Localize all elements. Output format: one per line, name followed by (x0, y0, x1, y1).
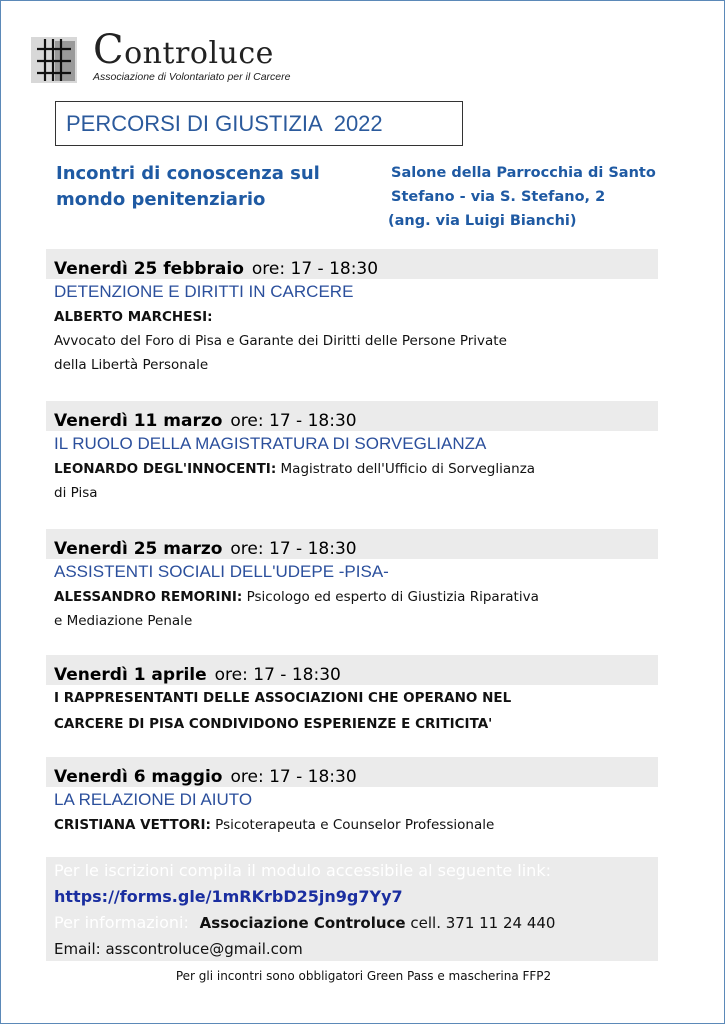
event-description-line: Psicoterapeuta e Counselor Professionale (210, 817, 495, 833)
venue-line: Salone della Parrocchia di Santo (391, 165, 656, 181)
event-description (46, 305, 664, 377)
event-description-line: Avvocato del Foro di Pisa e Garante dei Diritti delle Persone Private (54, 333, 507, 349)
signup-instructions: Per le iscrizioni compila il modulo accessibile al seguente link: (54, 861, 551, 880)
subtitle-line: Incontri di conoscenza sul (56, 163, 320, 184)
event-title (46, 685, 666, 737)
event-date-bar (46, 249, 658, 279)
event-description-line: della Libertà Personale (54, 357, 209, 373)
subtitle-line: mondo penitenziario (56, 189, 266, 210)
registration-info-box (46, 857, 658, 961)
event-time: ore: 17 - 18:30 (230, 411, 357, 431)
event-time: ore: 17 - 18:30 (214, 665, 341, 685)
event-title-line: CARCERE DI PISA CONDIVIDONO ESPERIENZE E CRITICITA' (54, 716, 493, 732)
event-series-subtitle (56, 161, 376, 213)
event-item (46, 529, 666, 633)
event-description-line: Magistrato dell'Ufficio di Sorveglianza (276, 461, 536, 477)
event-date: Venerdì 25 febbraio (54, 259, 244, 279)
event-date: Venerdì 1 aprile (54, 665, 207, 685)
venue-line: Stefano - via S. Stefano, 2 (391, 189, 606, 205)
registration-form-link[interactable]: https://forms.gle/1mRKrbD25jn9g7Yy7 (54, 887, 403, 906)
event-speaker: ALESSANDRO REMORINI: (54, 589, 243, 605)
requirements-note: Per gli incontri sono obbligatori Green Pass e mascherina FFP2 (175, 969, 552, 983)
event-description-line: di Pisa (54, 485, 98, 501)
event-item (46, 401, 666, 505)
event-description (46, 457, 664, 505)
event-date-bar (46, 655, 658, 685)
logo-wordmark: Controluce (93, 27, 274, 73)
event-title: IL RUOLO DELLA MAGISTRATURA DI SORVEGLIANZA (54, 434, 487, 453)
phone-number: cell. 371 11 24 440 (410, 914, 556, 932)
event-time: ore: 17 - 18:30 (230, 539, 357, 559)
venue-line: (ang. via Luigi Bianchi) (388, 213, 577, 229)
event-speaker: LEONARDO DEGL'INNOCENTI: (54, 461, 277, 477)
event-date-bar (46, 401, 658, 431)
event-title-line: I RAPPRESENTANTI DELLE ASSOCIAZIONI CHE OPERANO NEL (54, 690, 512, 706)
event-description-line: Psicologo ed esperto di Giustizia Riparativa (242, 589, 539, 605)
event-title: DETENZIONE E DIRITTI IN CARCERE (54, 282, 354, 301)
event-title: LA RELAZIONE DI AIUTO (54, 790, 253, 809)
association-name: Associazione Controluce (199, 914, 406, 932)
event-item (46, 757, 666, 837)
event-time: ore: 17 - 18:30 (251, 259, 379, 279)
event-item (46, 249, 666, 377)
prison-bars-logo-icon (31, 37, 77, 83)
logo-subtitle: Associazione di Volontariato per il Carcere (93, 71, 291, 83)
event-item (46, 655, 666, 737)
event-date: Venerdì 11 marzo (54, 411, 223, 431)
event-date: Venerdì 6 maggio (54, 767, 223, 787)
event-time: ore: 17 - 18:30 (230, 767, 357, 787)
event-description (46, 585, 664, 633)
event-speaker: ALBERTO MARCHESI: (54, 309, 213, 325)
event-speaker: CRISTIANA VETTORI: (54, 817, 211, 833)
venue-address (388, 161, 711, 233)
event-date-bar (46, 529, 658, 559)
page-title: PERCORSI DI GIUSTIZIA 2022 (55, 101, 463, 146)
event-date: Venerdì 25 marzo (54, 539, 223, 559)
event-title: ASSISTENTI SOCIALI DELL'UDEPE -PISA- (54, 562, 389, 581)
event-date-bar (46, 757, 658, 787)
event-description-line: e Mediazione Penale (54, 613, 193, 629)
info-label: Per informazioni: (54, 913, 189, 932)
event-description (46, 813, 664, 837)
contact-email[interactable]: Email: asscontroluce@gmail.com (54, 940, 303, 958)
